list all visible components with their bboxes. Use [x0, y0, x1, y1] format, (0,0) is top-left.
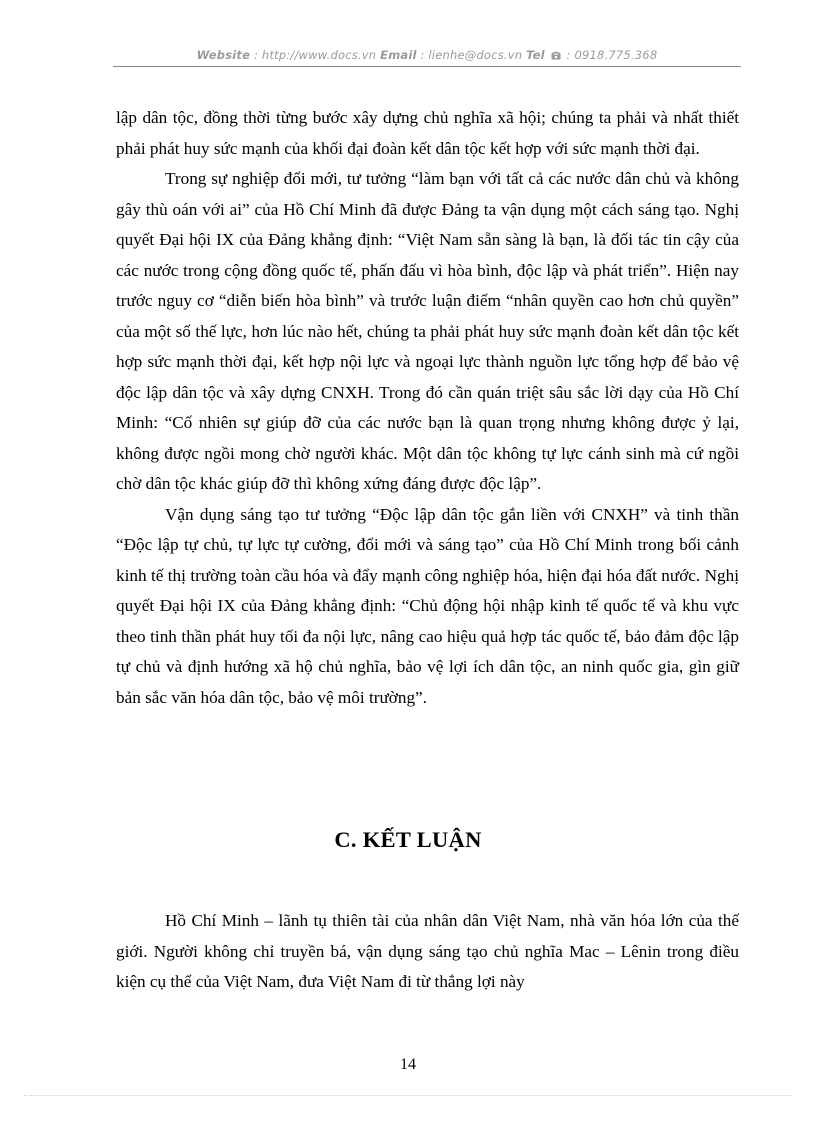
- conclusion-body: [116, 906, 739, 998]
- email-label: Email: [380, 48, 417, 62]
- website-label: Website: [196, 48, 251, 62]
- header-divider: [113, 66, 741, 67]
- paragraph-2: Trong sự nghiệp đổi mới, tư tưởng “làm bạn với tất cả các nước dân chủ và không gây thù oán với ai” của Hồ Chí Minh đã được Đảng ta vận dụng một cách sáng tạo. Nghị quyết Đại hội IX của Đảng khẳng định: “Việt Nam sẵn sàng là bạn, là đối tác tin cậy của các nước trong cộng đồng quốc tế, phấn đấu vì hòa bình, độc lập và phát triển”. Hiện nay trước nguy cơ “diễn biến hòa bình” và trước luận điểm “nhân quyền cao hơn chủ quyền” của một số thế lực, hơn lúc nào hết, chúng ta phải phát huy sức mạnh đoàn kết dân tộc kết hợp sức mạnh thời đại, kết hợp nội lực và ngoại lực thành nguồn lực tổng hợp để bảo vệ độc lập dân tộc và xây dựng CNXH. Trong đó cần quán triệt sâu sắc lời dạy của Hồ Chí Minh: “Cố nhiên sự giúp đỡ của các nước bạn là quan trọng nhưng không được ỷ lại, không được ngồi mong chờ người khác. Một dân tộc không tự lực cánh sinh mà cứ ngồi chờ dân tộc khác giúp đỡ thì không xứng đáng được độc lập”.: [116, 169, 739, 493]
- tel-value: : 0918.775.368: [566, 48, 658, 62]
- paragraph-1: lập dân tộc, đồng thời từng bước xây dựng chủ nghĩa xã hội; chúng ta phải và nhất thiết phải phát huy sức mạnh của khối đại đoàn kết dân tộc kết hợp với sức mạnh thời đại.: [116, 108, 739, 158]
- tel-label: Tel: [526, 48, 545, 62]
- telephone-icon: [551, 51, 561, 60]
- main-body: [116, 103, 739, 713]
- conclusion-paragraph: Hồ Chí Minh – lãnh tụ thiên tài của nhân dân Việt Nam, nhà văn hóa lớn của thế giới. Người không chỉ truyền bá, vận dụng sáng tạo chủ nghĩa Mac – Lênin trong điều kiện cụ thể của Việt Nam, đưa Việt Nam đi từ thắng lợi này: [116, 911, 739, 991]
- section-heading: C. KẾT LUẬN: [334, 827, 482, 852]
- website-link[interactable]: : http://www.docs.vn: [253, 48, 377, 62]
- paragraph-3: Vận dụng sáng tạo tư tưởng “Độc lập dân tộc gắn liền với CNXH” và tinh thần “Độc lập tự chủ, tự lực tự cường, đổi mới và sáng tạo” của Hồ Chí Minh trong bối cảnh kinh tế thị trường toàn cầu hóa và đẩy mạnh công nghiệp hóa, hiện đại hóa đất nước. Nghị quyết Đại hội IX của Đảng khẳng định: “Chủ động hội nhập kinh tế quốc tế và khu vực theo tinh thần phát huy tối đa nội lực, nâng cao hiệu quả hợp tác quốc tế, bảo đảm độc lập tự chủ và định hướng xã hộ chủ nghĩa, bảo vệ lợi ích dân tộc, an ninh quốc gia, gìn giữ bản sắc văn hóa dân tộc, bảo vệ môi trường”.: [116, 504, 739, 707]
- page-header: [113, 48, 741, 62]
- email-link[interactable]: : lienhe@docs.vn: [420, 48, 523, 62]
- footer-divider: [24, 1095, 792, 1096]
- page-number: 14: [400, 1056, 416, 1073]
